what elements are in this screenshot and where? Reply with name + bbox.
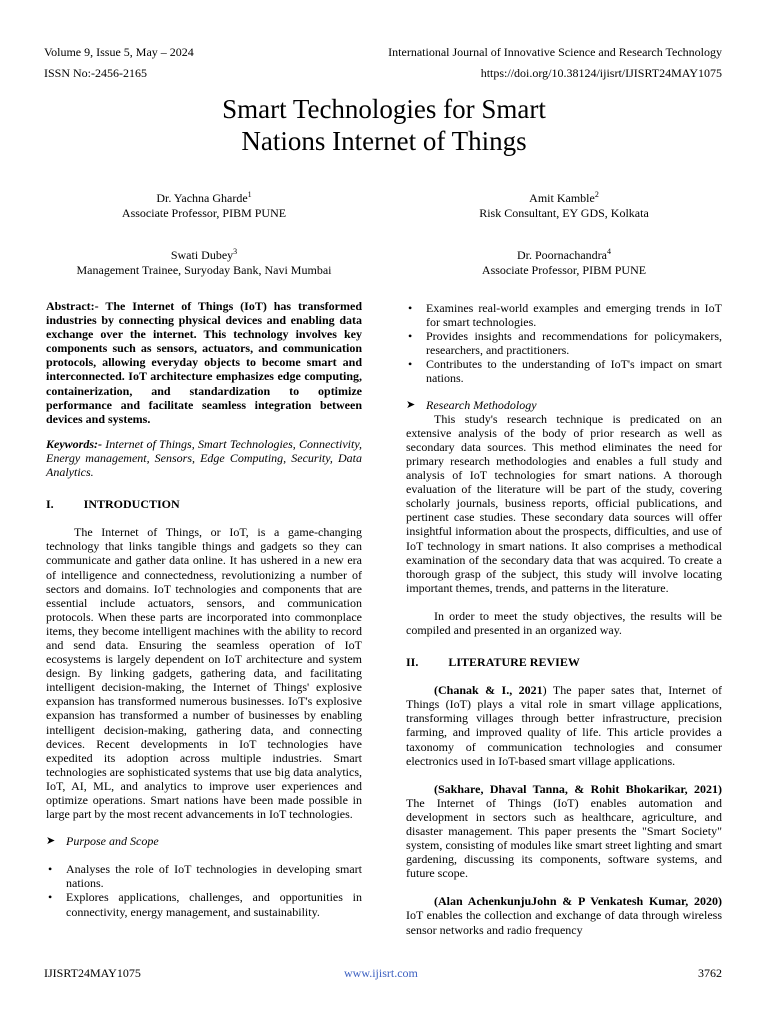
author-2 bbox=[414, 187, 714, 221]
methodology-paragraph-1: This study's research technique is predicated on an extensive analysis of the body of prior research as well as secondary data sources. This method eliminates the need for primary research methodologies and enables a full study and analysis of IoT technologies for smart nations. A thorough evaluation of the literature will be part of the study, covering scholarly journals, business reports, official publications, and pertinent case studies. These secondary data sources will offer insightful information about the prospects, difficulties, and use of IoT technology in smart nations. It also comprises a methodical examination of the secondary data that was acquired. To create a thorough grasp of the subject, this study will involve locating important themes, trends, and patterns in the literature. bbox=[406, 411, 722, 595]
footer-website-link[interactable]: www.ijisrt.com bbox=[344, 966, 418, 980]
issn: ISSN No:-2456-2165 bbox=[44, 66, 148, 80]
subheading-research-methodology bbox=[406, 398, 722, 412]
purpose-bullets-left bbox=[46, 862, 362, 918]
arrow-right-icon: ➤ bbox=[406, 398, 416, 411]
list-item: • Analyses the role of IoT technologies in developing smart nations. bbox=[48, 862, 362, 891]
methodology-paragraph-2: In order to meet the study objectives, the results will be compiled and presented in an organized way. bbox=[406, 608, 722, 637]
arrow-right-icon: ➤ bbox=[46, 835, 56, 848]
author-affiliation: Risk Consultant, EY GDS, Kolkata bbox=[479, 206, 649, 220]
bullet-icon: • bbox=[408, 329, 413, 344]
section-number: II. bbox=[406, 655, 419, 670]
footer-paper-id: IJISRT24MAY1075 bbox=[44, 966, 141, 980]
author-name: Swati Dubey bbox=[170, 248, 234, 262]
purpose-bullets-right bbox=[406, 301, 722, 386]
subheading-text: Research Methodology bbox=[426, 397, 537, 412]
author-affiliation: Associate Professor, PIBM PUNE bbox=[481, 263, 647, 277]
keywords-text: Internet of Things, Smart Technologies, Connectivity, Energy management, Sensors, Edge Computing, Security, Data Analytics. bbox=[46, 436, 362, 480]
page-number: 3762 bbox=[698, 966, 722, 980]
author-name: Dr. Poornachandra bbox=[517, 248, 607, 262]
author-affiliation: Management Trainee, Suryoday Bank, Navi Mumbai bbox=[76, 263, 332, 277]
citation: (Alan AchenkunjuJohn & P Venkatesh Kumar, 2020) bbox=[434, 894, 722, 909]
bullet-icon: • bbox=[408, 357, 413, 372]
section-heading-literature-review bbox=[406, 655, 722, 669]
author-sup: 4 bbox=[606, 247, 611, 256]
citation: (Sakhare, Dhaval Tanna, & Rohit Bhokarikar, 2021) bbox=[434, 781, 722, 796]
author-sup: 3 bbox=[233, 247, 238, 256]
keywords bbox=[46, 437, 362, 479]
list-item: • Examines real-world examples and emerging trends in IoT for smart technologies. bbox=[408, 301, 722, 330]
title-line-1: Smart Technologies for Smart bbox=[222, 94, 546, 124]
author-affiliation: Associate Professor, PIBM PUNE bbox=[121, 206, 287, 220]
list-item: • Explores applications, challenges, and opportunities in connectivity, energy management, and sustainability. bbox=[48, 890, 362, 919]
paper-title bbox=[0, 93, 768, 157]
volume-info: Volume 9, Issue 5, May – 2024 bbox=[44, 45, 194, 59]
author-4 bbox=[414, 244, 714, 278]
subheading-purpose-scope bbox=[46, 834, 362, 848]
literature-entry-1: (Chanak & I., 2021) The paper sates that, Internet of Things (IoT) plays a vital role in smart village applications, transforming villages through better infrastructure, precision farming, and improved quality of life. This article provides a taxonomy of communication technologies and consumer electronics used in IoT-based smart village applications. bbox=[406, 683, 722, 768]
bullet-icon: • bbox=[408, 301, 413, 315]
section-number: I. bbox=[46, 497, 54, 512]
author-name: Dr. Yachna Gharde bbox=[156, 191, 248, 205]
list-item: • Contributes to the understanding of IoT's impact on smart nations. bbox=[408, 357, 722, 386]
right-column bbox=[406, 301, 722, 937]
author-1 bbox=[54, 187, 354, 221]
abstract-text: The Internet of Things (IoT) has transformed industries by connecting physical devices and enabling data exchange over the internet. This technology involves key components such as sensors, actuators, and communication protocols, allowing everyday objects to become smart and interconnected. IoT architecture emphasizes edge computing, containerization, and standardization to optimize performance and facilitate seamless integration between devices and systems. bbox=[46, 299, 362, 426]
introduction-body: The Internet of Things, or IoT, is a game-changing technology that links tangible things and gadgets so they can communicate and gather data online. It has ushered in a new era of intelligence and connectedness, revolutionizing a number of sectors and domains. IoT technologies and components that are essential include actuators, sensors, and communication protocols. When these parts are incorporated into commonplace items, they become intelligent machines with the ability to record and send data. Ensuring the seamless operation of IoT ecosystems is largely dependent on IoT architecture and system design. By linking gadgets, gathering data, and facilitating intelligent decision-making, the Internet of Things' explosive expansion has transformed numerous businesses. IoT's explosive expansion has transformed a number of businesses by enabling intelligent decision-making, gathering data, and connecting devices. Recent developments in IoT technologies have expedited its adoption across multiple industries. Smart technologies are sophisticated systems that use big data analytics, IoT, AI, ML, and analytics to improve user experiences and optimize operations. Smart nations have been made possible in large part by the most recent advancements in IoT technologies. bbox=[46, 525, 362, 822]
literature-entry-2: (Sakhare, Dhaval Tanna, & Rohit Bhokarikar, 2021) The Internet of Things (IoT) enables automation and development in sectors such as healthcare, agriculture, and disaster management. This paper presents the "Smart Society" system, consisting of modules like smart street lighting and smart gardening, discussing its components, software systems, and future scope. bbox=[406, 781, 722, 881]
left-column bbox=[46, 299, 362, 919]
list-item: • Provides insights and recommendations for policymakers, researchers, and practitioners. bbox=[408, 329, 722, 358]
author-3 bbox=[54, 244, 354, 278]
author-sup: 1 bbox=[247, 190, 252, 199]
title-line-2: Nations Internet of Things bbox=[241, 126, 527, 156]
bullet-icon: • bbox=[48, 862, 53, 877]
section-title: INTRODUCTION bbox=[83, 497, 180, 512]
doi-link[interactable]: https://doi.org/10.38124/ijisrt/IJISRT24MAY1075 bbox=[480, 66, 722, 80]
section-title: LITERATURE REVIEW bbox=[448, 655, 580, 670]
subheading-text: Purpose and Scope bbox=[66, 834, 159, 849]
journal-name: International Journal of Innovative Science and Research Technology bbox=[388, 45, 722, 59]
author-name: Amit Kamble bbox=[529, 191, 595, 205]
bullet-icon: • bbox=[48, 890, 53, 905]
author-sup: 2 bbox=[594, 190, 599, 199]
section-heading-introduction bbox=[46, 497, 362, 511]
literature-entry-3: (Alan AchenkunjuJohn & P Venkatesh Kumar, 2020) IoT enables the collection and exchange of data through wireless sensor networks and radio frequency bbox=[406, 894, 722, 937]
citation: (Chanak & I., 2021 bbox=[434, 683, 543, 698]
keywords-label: Keywords:- bbox=[46, 436, 102, 451]
abstract-label: Abstract:- bbox=[46, 299, 99, 313]
abstract bbox=[46, 299, 362, 426]
